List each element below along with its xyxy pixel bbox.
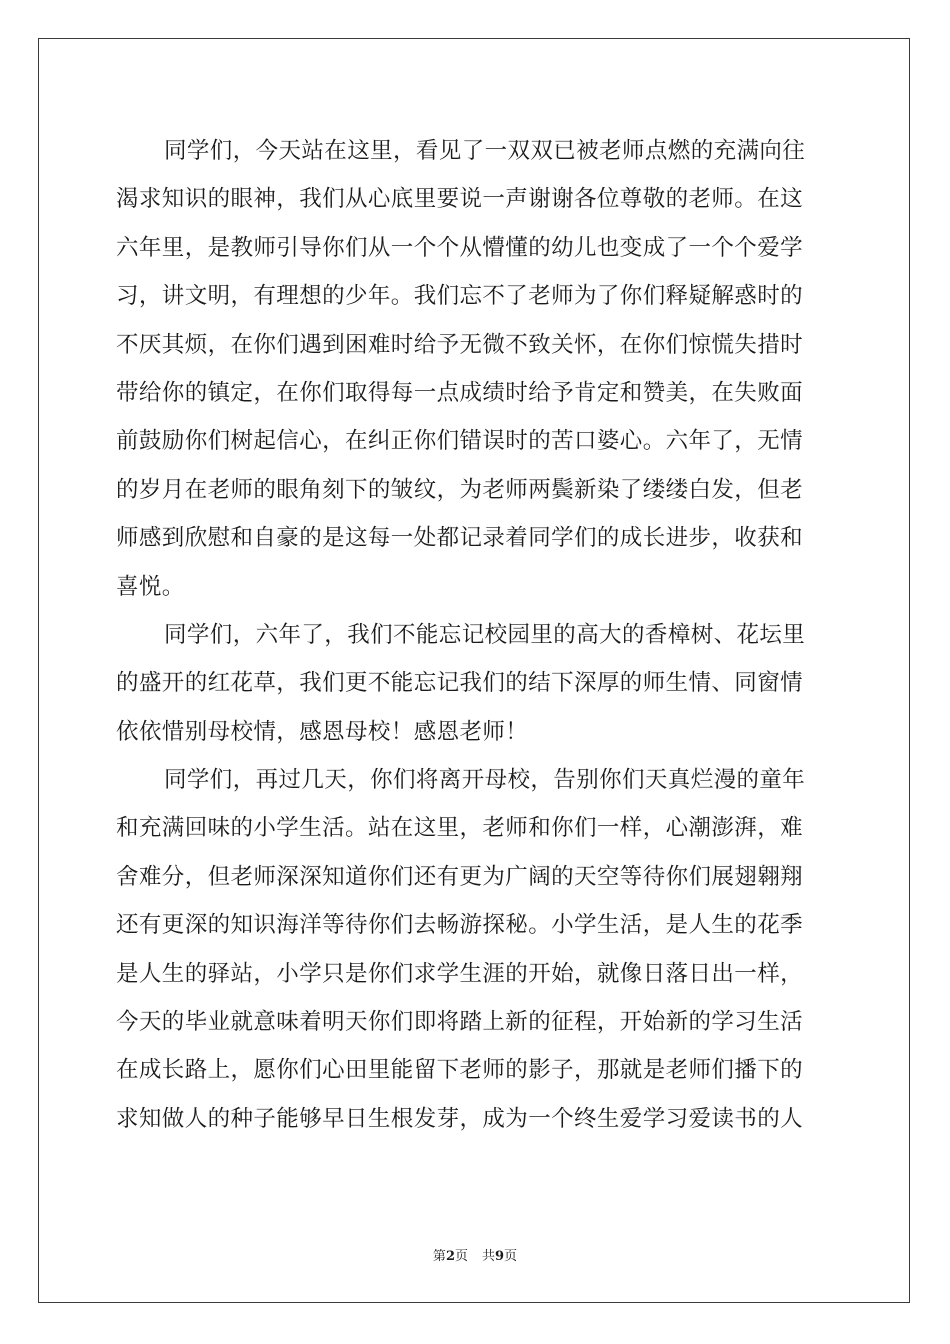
paragraph-1-line-1: 同学们，今天站在这里，看见了一双双已被老师点燃的充满向往 [164, 138, 806, 164]
paragraph-2-line-2: 的盛开的红花草，我们更不能忘记我们的结下深厚的师生情、同窗情 [116, 670, 804, 697]
paragraph-1-line-7: 前鼓励你们树起信心，在纠正你们错误时的苦口婆心。六年了，无情 [116, 428, 804, 455]
total-pages-number: 9 [495, 1249, 505, 1264]
paragraph-1-line-6: 带给你的镇定，在你们取得每一点成绩时给予肯定和赞美，在失败面 [116, 379, 804, 406]
page-footer [0, 1245, 950, 1264]
paragraph-1-line-3: 六年里，是教师引导你们从一个个从懵懂的幼儿也变成了一个个爱学 [116, 234, 804, 261]
total-pages-suffix: 页 [504, 1249, 518, 1264]
paragraph-3-line-8: 求知做人的种子能够早日生根发芽，成为一个终生爱学习爱读书的人 [116, 1105, 804, 1132]
paragraph-3-line-1: 同学们，再过几天，你们将离开母校，告别你们天真烂漫的童年 [164, 767, 806, 794]
paragraph-3-line-7: 在成长路上，愿你们心田里能留下老师的影子，那就是老师们播下的 [116, 1057, 804, 1084]
paragraph-1-line-4: 习，讲文明，有理想的少年。我们忘不了老师为了你们释疑解惑时的 [116, 283, 804, 310]
paragraph-1-line-5: 不厌其烦，在你们遇到困难时给予无微不致关怀，在你们惊慌失措时 [116, 331, 804, 358]
paragraph-3-line-5: 是人生的驿站，小学只是你们求学生涯的开始，就像日落日出一样， [116, 960, 804, 987]
total-pages-prefix: 共 [482, 1249, 496, 1264]
paragraph-2-line-3: 依依惜别母校情，感恩母校！感恩老师！ [116, 718, 529, 745]
paragraph-3-line-4: 还有更深的知识海洋等待你们去畅游探秘。小学生活，是人生的花季 [116, 912, 804, 939]
paragraph-2-line-1: 同学们，六年了，我们不能忘记校园里的高大的香樟树、花坛里 [164, 621, 806, 648]
paragraph-3-line-2: 和充满回味的小学生活。站在这里，老师和你们一样，心潮澎湃，难 [116, 815, 804, 842]
paragraph-1-line-8: 的岁月在老师的眼角刻下的皱纹，为老师两鬓新染了缕缕白发，但老 [116, 476, 804, 503]
paragraph-3-line-6: 今天的毕业就意味着明天你们即将踏上新的征程，开始新的学习生活 [116, 1009, 804, 1036]
document-body [116, 127, 832, 1143]
paragraph-1-line-9: 师感到欣慰和自豪的是这每一处都记录着同学们的成长进步，收获和 [116, 525, 804, 552]
paragraph-1-line-10: 喜悦。 [116, 573, 185, 600]
page-number-prefix: 第 [432, 1249, 446, 1264]
paragraph-1-line-2: 渴求知识的眼神，我们从心底里要说一声谢谢各位尊敬的老师。在这 [116, 186, 804, 213]
current-page-number: 2 [445, 1249, 455, 1264]
page-number-suffix: 页 [454, 1249, 468, 1264]
paragraph-3-line-3: 舍难分，但老师深深知道你们还有更为广阔的天空等待你们展翅翱翔 [116, 863, 804, 890]
